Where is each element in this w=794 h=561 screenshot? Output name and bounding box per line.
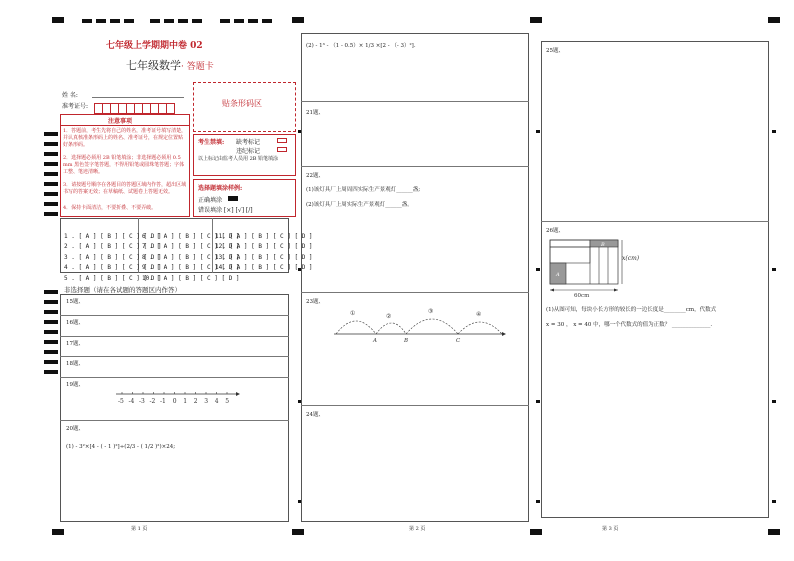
- exam-title: 七年级上学期期中卷 02: [106, 41, 203, 51]
- alignment-mark: [52, 17, 64, 23]
- notice-title: 注意事项: [108, 118, 133, 125]
- fill-correct-label: 正确填涂: [198, 197, 223, 204]
- q23-diagram: [330, 304, 510, 346]
- fold-mark: [772, 400, 776, 403]
- side-mark: [44, 370, 58, 374]
- divider: [60, 377, 289, 378]
- side-mark: [44, 212, 58, 216]
- alignment-mark: [164, 19, 174, 23]
- number-line-label: 3: [204, 398, 209, 405]
- notice-item-2: 2．选择题必须用 2B 铅笔填涂；非选择题必须用 0.5 mm 黑色签字笔答题，不得用铅笔或圆珠笔答题；字体工整、笔迹清晰。: [63, 155, 185, 175]
- cheat-checkbox[interactable]: [277, 147, 287, 152]
- alignment-mark: [234, 19, 244, 23]
- page-number-2: 第 2 页: [409, 526, 426, 532]
- number-line-label: 1: [183, 398, 188, 405]
- divider: [301, 166, 529, 167]
- side-mark: [44, 350, 58, 354]
- alignment-mark: [82, 19, 92, 23]
- q23-label: 23题、: [306, 299, 324, 305]
- q20-part1: (1) - 3²×[4 - ( - 1 )²]÷(2/3 - ( 1/2 )²)×24;: [66, 444, 176, 450]
- barcode-label: 贴条形码区: [222, 99, 262, 108]
- fold-mark: [772, 130, 776, 133]
- side-mark: [44, 202, 58, 206]
- number-line-label: 2: [193, 398, 198, 405]
- mcq-q11: 11. [ A ] [ B ] [ C ] [ D ]: [215, 232, 313, 240]
- exam-status-note: 以上标记由监考人员用 2B 铅笔填涂: [198, 156, 279, 162]
- divider: [301, 101, 529, 102]
- alignment-mark: [192, 19, 202, 23]
- divider: [541, 221, 769, 222]
- arc-label-1: ①: [350, 310, 356, 317]
- q24-label: 24题、: [306, 412, 324, 418]
- fold-mark: [536, 268, 540, 271]
- mcq-q7: 7 . [ A ] [ B ] [ C ] [ D ]: [142, 243, 240, 250]
- fold-mark: [772, 500, 776, 503]
- side-mark: [44, 142, 58, 146]
- q22-part2: (2)该灯具厂上周实际生产景观灯______盏。: [306, 202, 413, 208]
- point-b: B: [404, 338, 409, 344]
- q26-label: 26题、: [546, 228, 564, 234]
- q19-label: 19题、: [66, 382, 84, 388]
- region-b: B: [601, 242, 605, 248]
- divider: [301, 292, 529, 293]
- absent-label: 缺考标记: [236, 139, 261, 146]
- mcq-col-3[interactable]: [215, 221, 313, 274]
- mcq-q13: 13. [ A ] [ B ] [ C ] [ D ]: [215, 253, 313, 261]
- exam-status-title: 考生禁填:: [198, 139, 225, 146]
- side-mark: [44, 152, 58, 156]
- alignment-mark: [150, 19, 160, 23]
- alignment-mark: [52, 529, 64, 535]
- side-mark: [44, 290, 58, 294]
- alignment-mark: [768, 17, 780, 23]
- arc-label-2: ②: [386, 313, 392, 320]
- answer-area-page1[interactable]: [60, 294, 289, 522]
- divider: [60, 125, 190, 126]
- side-mark: [44, 162, 58, 166]
- mcq-q2: 2 . [ A ] [ B ] [ C ] [ D ]: [64, 243, 162, 250]
- side-mark: [44, 182, 58, 186]
- point-a: A: [373, 338, 377, 344]
- alignment-mark: [262, 19, 272, 23]
- number-line: [112, 388, 242, 408]
- side-mark: [44, 360, 58, 364]
- non-choice-title: 非选择题（请在各试题的答题区内作答）: [64, 286, 181, 294]
- number-line-label: -4: [128, 398, 135, 405]
- page-number-3: 第 3 页: [602, 526, 619, 532]
- side-mark: [44, 340, 58, 344]
- width-label: 60cm: [574, 293, 590, 298]
- side-mark: [44, 310, 58, 314]
- side-mark: [44, 132, 58, 136]
- fill-wrong-label: 错误填涂 [×] [√] [/]: [198, 207, 253, 214]
- page-number-1: 第 1 页: [131, 526, 148, 532]
- notice-item-4: 4．保持卡面清洁，不要折叠、不要弄破。: [63, 205, 157, 211]
- q25-label: 25题、: [546, 48, 564, 54]
- q15-label: 15题、: [66, 299, 84, 305]
- alignment-mark: [220, 19, 230, 23]
- q17-label: 17题、: [66, 341, 84, 347]
- mcq-q6: 6 . [ A ] [ B ] [ C ] [ D ]: [142, 232, 240, 240]
- side-mark: [44, 172, 58, 176]
- alignment-mark: [96, 19, 106, 23]
- subject-name: 七年级数学: [126, 59, 181, 72]
- fold-mark: [536, 130, 540, 133]
- q20-label: 20题、: [66, 426, 84, 432]
- divider: [60, 315, 289, 316]
- card-label: · 答题卡: [181, 62, 214, 72]
- arc-label-3: ③: [428, 308, 434, 315]
- divider: [301, 405, 529, 406]
- mcq-q3: 3 . [ A ] [ B ] [ C ] [ D ]: [64, 253, 162, 261]
- alignment-mark: [292, 529, 304, 535]
- alignment-mark: [530, 17, 542, 23]
- q18-label: 18题、: [66, 361, 84, 367]
- subject-title: [126, 57, 214, 73]
- q22-part1: (1)该灯具厂上周周四实际生产景观灯______盏;: [306, 187, 421, 193]
- alignment-mark: [124, 19, 134, 23]
- mcq-q12: 12. [ A ] [ B ] [ C ] [ D ]: [215, 243, 313, 250]
- fold-mark: [536, 400, 540, 403]
- absent-checkbox[interactable]: [277, 138, 287, 143]
- region-a: A: [556, 272, 560, 278]
- q22-label: 22题、: [306, 173, 324, 179]
- cheat-label: 违纪标记: [236, 148, 261, 155]
- side-label: x(cm): [622, 255, 640, 262]
- divider: [60, 356, 289, 357]
- divider: [60, 420, 289, 421]
- alignment-mark: [768, 529, 780, 535]
- q21-label: 21题、: [306, 110, 324, 116]
- q26-part1-cont: x = 30 ， x = 40 中，哪一个代数式的值为正数？ ______________.: [546, 322, 713, 328]
- number-line-label: -1: [160, 398, 166, 405]
- alignment-mark: [178, 19, 188, 23]
- number-line-label: 0: [172, 398, 177, 405]
- mcq-q8: 8 . [ A ] [ B ] [ C ] [ D ]: [142, 253, 240, 261]
- number-line-label: 5: [225, 398, 230, 405]
- mcq-q5: 5 . [ A ] [ B ] [ C ] [ D ]: [64, 274, 162, 282]
- answer-area-page2[interactable]: [301, 33, 529, 522]
- notice-item-1: 1．答题前，考生先将自己的姓名，准考证号填写清楚，并认真核准条形码上的姓名、准考证号，在规定位置贴好条形码。: [63, 128, 187, 148]
- name-field[interactable]: [92, 97, 184, 98]
- student-id-label: 准考证号:: [62, 103, 89, 110]
- q16-label: 16题、: [66, 320, 84, 326]
- arc-label-4: ④: [476, 311, 482, 318]
- number-line-label: -2: [149, 398, 156, 405]
- mcq-q1: 1 . [ A ] [ B ] [ C ] [ D ]: [64, 232, 162, 240]
- alignment-mark: [248, 19, 258, 23]
- mcq-q9: 9 . [ A ] [ B ] [ C ] [ D ]: [142, 264, 240, 271]
- point-c: C: [456, 338, 461, 344]
- side-mark: [44, 192, 58, 196]
- fold-mark: [772, 268, 776, 271]
- filled-sample: [228, 196, 238, 201]
- fold-mark: [536, 500, 540, 503]
- alignment-mark: [292, 17, 304, 23]
- side-mark: [44, 330, 58, 334]
- alignment-mark: [530, 529, 542, 535]
- name-label: 姓 名:: [62, 92, 78, 99]
- fill-example-title: 选择题填涂样例:: [198, 185, 243, 192]
- mcq-q14: 14. [ A ] [ B ] [ C ] [ D ]: [215, 264, 313, 271]
- notice-item-3: 3．请按题号顺序在各题目的答题区域内作答，超出区域书写的答案无效；在草稿纸、试题卷上答题无效。: [63, 182, 187, 195]
- mcq-q4: 4 . [ A ] [ B ] [ C ] [ D ]: [64, 264, 162, 271]
- number-line-label: 4: [214, 398, 219, 405]
- alignment-mark: [110, 19, 120, 23]
- mcq-q10: 10. [ A ] [ B ] [ C ] [ D ]: [142, 274, 240, 282]
- side-mark: [44, 300, 58, 304]
- number-line-label: -3: [139, 398, 145, 405]
- divider: [60, 336, 289, 337]
- q26-diagram: [546, 236, 656, 298]
- q20-part2: (2) - 1³ - （1 - 0.5）× 1/3 ×[2 - （- 3）²].: [306, 43, 416, 49]
- q26-part1: (1)从图可知，每块小长方形的较长的一边长度是________cm，代数式: [546, 307, 717, 313]
- number-line-label: -5: [118, 398, 124, 405]
- side-mark: [44, 320, 58, 324]
